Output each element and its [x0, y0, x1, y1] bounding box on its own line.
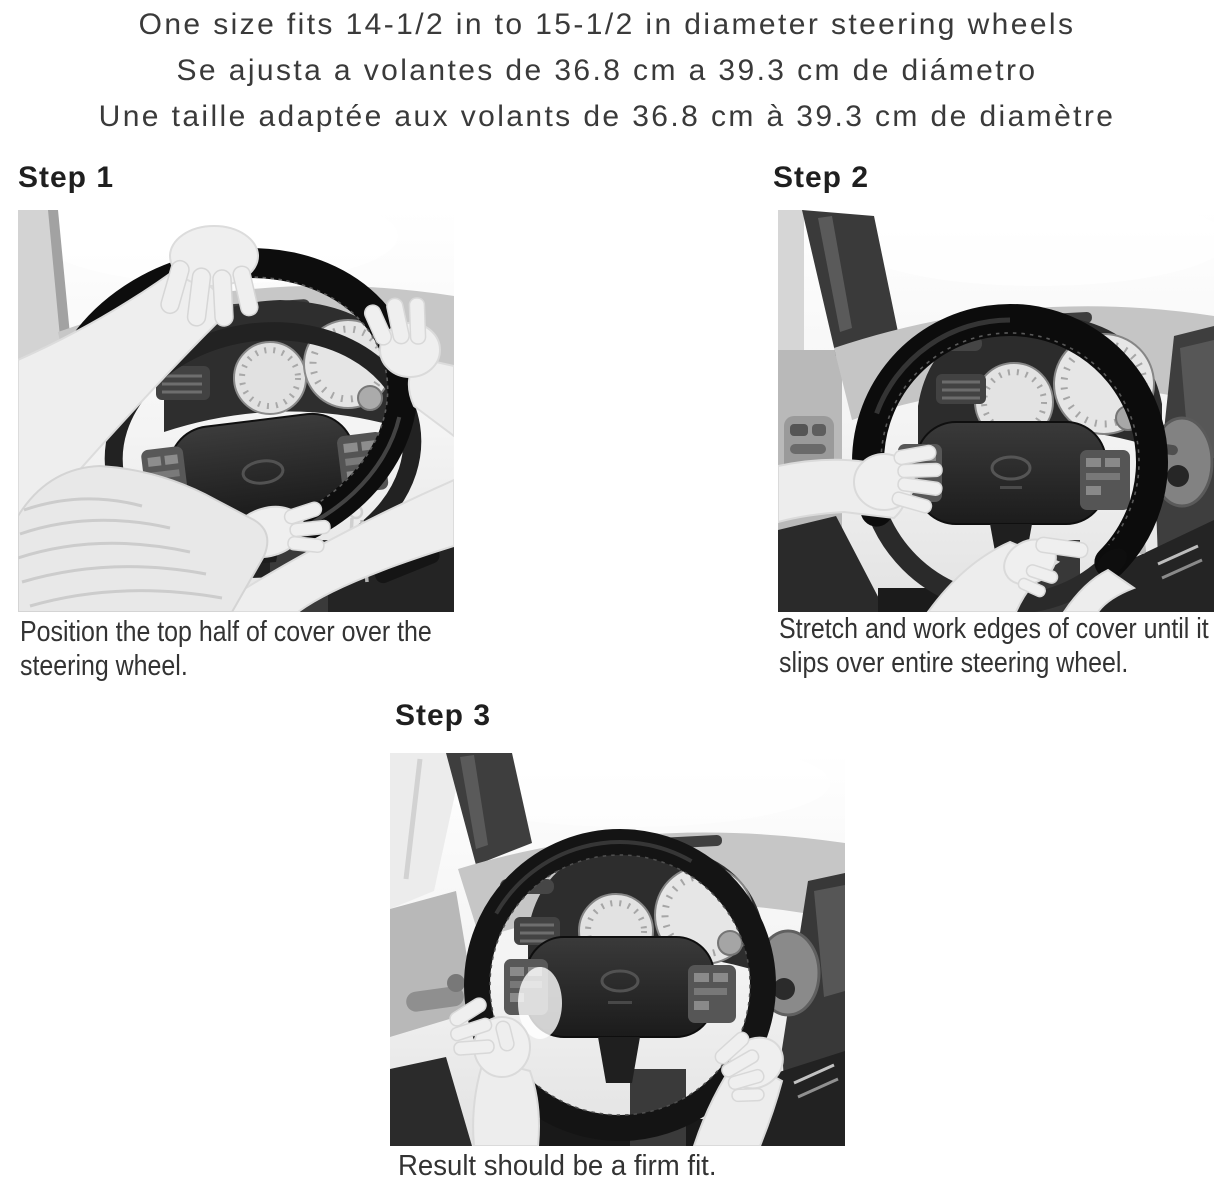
step-3-label: Step 3: [395, 699, 492, 732]
size-line-french: Une taille adaptée aux volants de 36.8 cm à 39.3 cm de diamètre: [98, 100, 1116, 133]
step-1-illustration: [18, 210, 454, 612]
airbag-hub: [916, 422, 1106, 524]
step-3-caption: [398, 1149, 717, 1183]
caption-line: Stretch and work edges of cover until it: [779, 613, 1209, 645]
step-2-caption: [779, 612, 1209, 680]
size-line-english: One size fits 14-1/2 in to 15-1/2 in diameter steering wheels: [138, 8, 1076, 41]
step-1-photo: [18, 210, 454, 612]
size-header: [0, 2, 1214, 140]
size-line-spanish: Se ajusta a volantes de 36.8 cm a 39.3 cm de diámetro: [176, 54, 1038, 87]
caption-line: Position the top half of cover over the: [20, 616, 432, 648]
step-3-photo: [390, 753, 845, 1146]
step-1-caption: [20, 615, 432, 683]
speedometer-gauge: [234, 342, 306, 414]
step-1-label: Step 1: [18, 161, 115, 194]
step-3-illustration: [390, 753, 845, 1146]
step-2-label: Step 2: [773, 161, 870, 194]
caption-line: steering wheel.: [20, 650, 188, 682]
step-2-illustration: [778, 210, 1214, 612]
step-2-photo: [778, 210, 1214, 612]
caption-line: Result should be a firm fit.: [398, 1150, 717, 1182]
caption-line: slips over entire steering wheel.: [779, 647, 1129, 679]
